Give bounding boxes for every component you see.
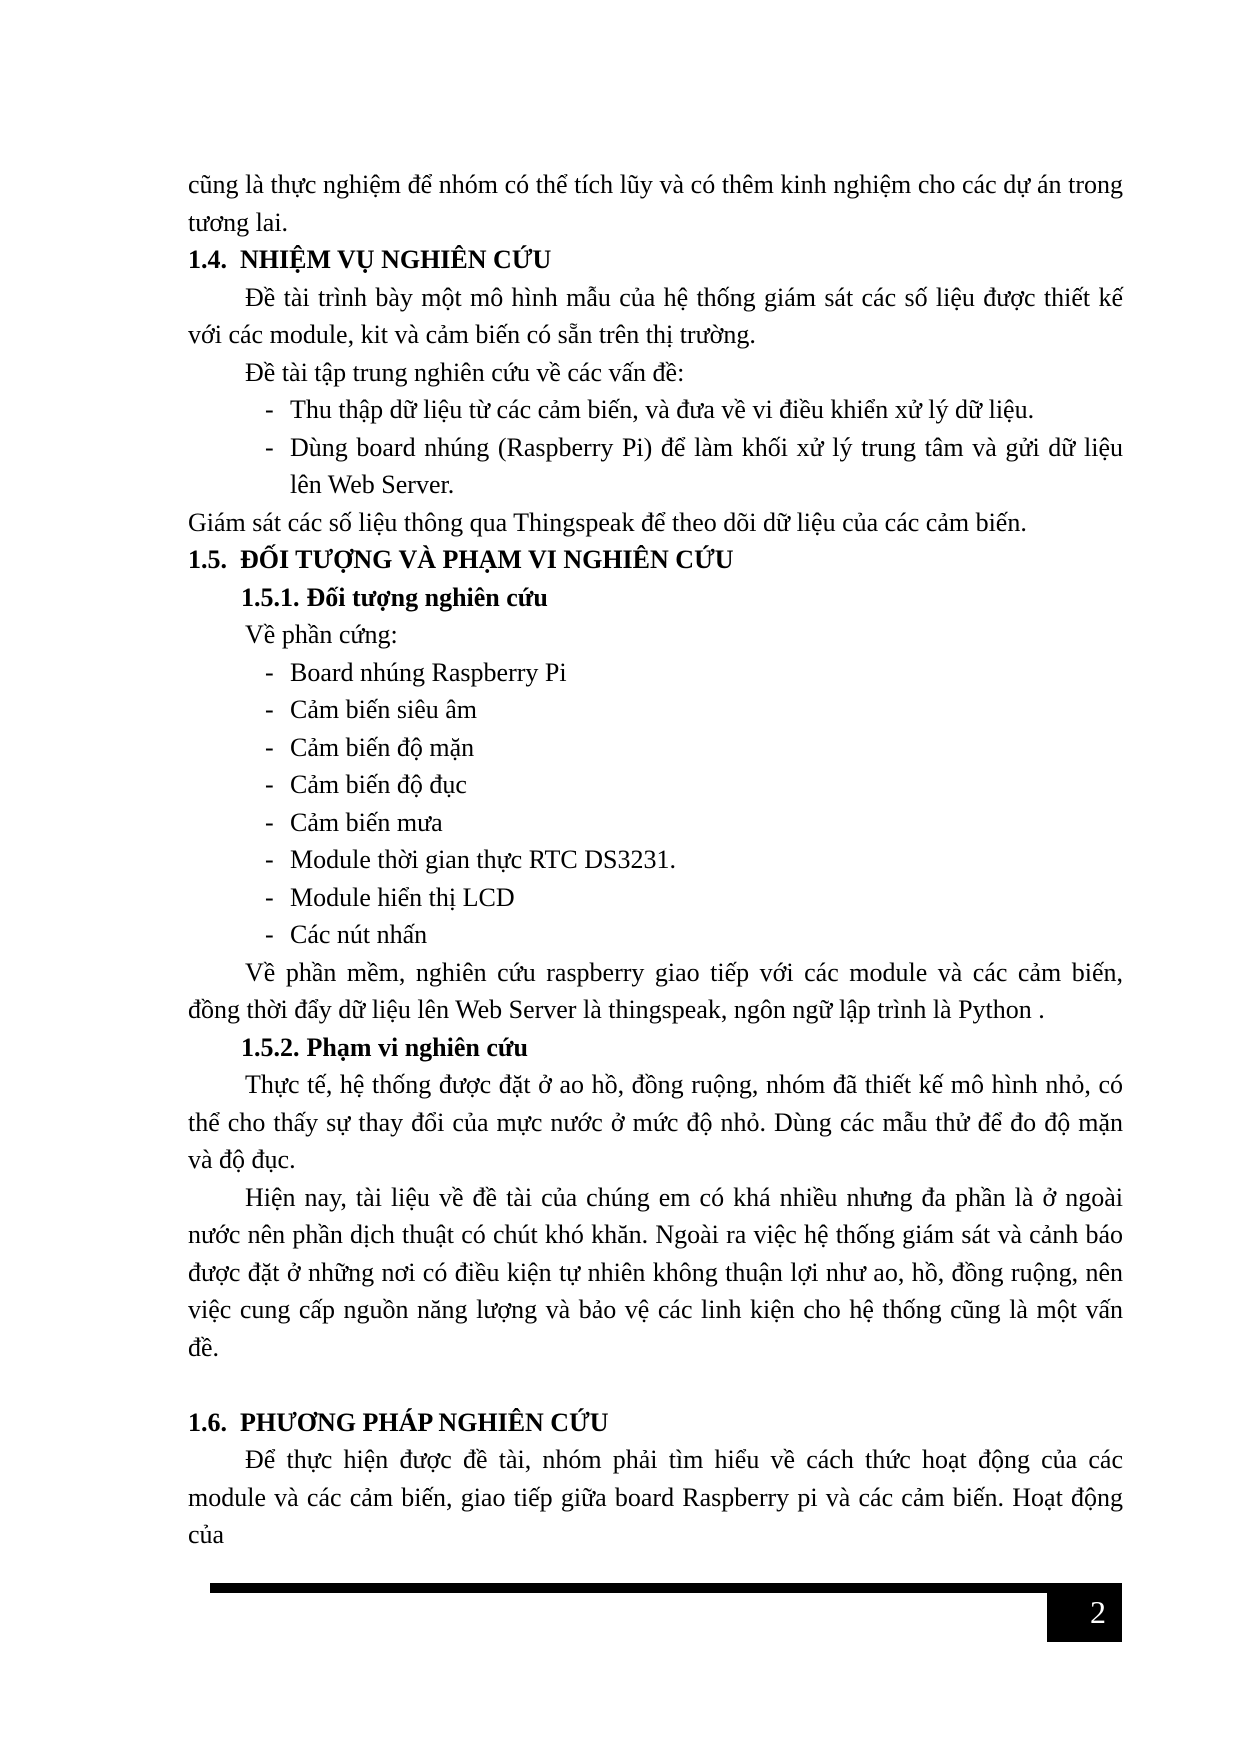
- dash-bullet: -: [265, 920, 274, 949]
- list-item: [265, 841, 1123, 879]
- heading-1-5-number: 1.5.: [188, 545, 227, 574]
- heading-1-4-number: 1.4.: [188, 245, 227, 274]
- list-item: [265, 766, 1123, 804]
- list-item-text: Board nhúng Raspberry Pi: [290, 657, 567, 687]
- dash-bullet: -: [265, 807, 274, 837]
- heading-1-6-title: PHƯƠNG PHÁP NGHIÊN CỨU: [240, 1407, 609, 1437]
- paragraph-detai-trinhbay: Đề tài trình bày một mô hình mẫu của hệ thống giám sát các số liệu được thiết kế với các module, kit và cảm biến có sẵn trên thị trường.: [188, 282, 1123, 349]
- heading-1-6-number: 1.6.: [188, 1407, 227, 1437]
- list-item-text: Thu thập dữ liệu từ các cảm biến, và đưa về vi điều khiển xử lý dữ liệu.: [290, 395, 1035, 424]
- paragraph-vephanmem: Về phần mềm, nghiên cứu raspberry giao tiếp với các module và các cảm biến, đồng thời đẩy dữ liệu lên Web Server là thingspeak, ngôn ngữ lập trình là Python .: [188, 957, 1123, 1024]
- list-item-text: Module hiển thị LCD: [290, 882, 515, 912]
- dash-bullet: -: [265, 695, 274, 724]
- task-list: [265, 391, 1123, 504]
- dash-bullet: -: [265, 882, 274, 912]
- dash-bullet: -: [265, 657, 274, 687]
- list-item: [265, 654, 1123, 692]
- heading-1-5-2-title: Phạm vi nghiên cứu: [306, 1032, 528, 1062]
- dash-bullet: -: [265, 845, 274, 874]
- heading-1-5-1-number: 1.5.1.: [241, 582, 300, 612]
- paragraph-thucte: Thực tế, hệ thống được đặt ở ao hồ, đồng ruộng, nhóm đã thiết kế mô hình nhỏ, có thể cho thấy sự thay đổi của mực nước ở mức độ nhỏ. Dùng các mẫu thử để đo độ mặn và độ đục.: [188, 1070, 1123, 1174]
- paragraph-vephancung: Về phần cứng:: [245, 620, 398, 649]
- page-number: 2: [1090, 1594, 1106, 1630]
- heading-1-4-title: NHIỆM VỤ NGHIÊN CỨU: [240, 245, 552, 274]
- page-number-badge: [1047, 1583, 1122, 1642]
- list-item-text: Dùng board nhúng (Raspberry Pi) để làm khối xử lý trung tâm và gửi dữ liệu lên Web Server.: [290, 432, 1123, 499]
- list-item-text: Cảm biến mưa: [290, 807, 443, 837]
- hardware-list: [265, 654, 1123, 954]
- list-item: [265, 691, 1123, 729]
- list-item: [265, 916, 1123, 954]
- heading-1-6: [188, 1404, 1123, 1442]
- paragraph-dethuchien: Để thực hiện được đề tài, nhóm phải tìm hiểu về cách thức hoạt động của các module và các cảm biến, giao tiếp giữa board Raspberry pi và các cảm biến. Hoạt động của: [188, 1445, 1123, 1549]
- list-item-text: Cảm biến độ mặn: [290, 732, 475, 762]
- dash-bullet: -: [265, 770, 274, 799]
- list-item-text: Cảm biến độ đục: [290, 770, 467, 799]
- heading-1-4: [188, 241, 1123, 279]
- list-item: [265, 429, 1123, 504]
- heading-1-5-title: ĐỐI TƯỢNG VÀ PHẠM VI NGHIÊN CỨU: [240, 545, 734, 574]
- heading-1-5-1-title: Đối tượng nghiên cứu: [306, 582, 548, 612]
- dash-bullet: -: [265, 732, 274, 762]
- dash-bullet: -: [265, 395, 274, 424]
- list-item: [265, 391, 1123, 429]
- list-item-text: Cảm biến siêu âm: [290, 695, 478, 724]
- list-item: [265, 879, 1123, 917]
- heading-1-5-2: [241, 1029, 1123, 1067]
- paragraph-giamsat: Giám sát các số liệu thông qua Thingspeak để theo dõi dữ liệu của các cảm biến.: [188, 507, 1027, 537]
- heading-1-5-2-number: 1.5.2.: [241, 1032, 300, 1062]
- heading-1-5-1: [241, 579, 1123, 617]
- list-item: [265, 804, 1123, 842]
- footer-rule: [210, 1583, 1047, 1593]
- list-item-text: Module thời gian thực RTC DS3231.: [290, 845, 676, 874]
- paragraph-hiennay: Hiện nay, tài liệu về đề tài của chúng em có khá nhiều nhưng đa phần là ở ngoài nước nên phần dịch thuật có chút khó khăn. Ngoài ra việc hệ thống giám sát và cảnh báo được đặt ở những nơi có điều kiện tự nhiên không thuận lợi như ao, hồ, đồng ruộng, nên việc cung cấp nguồn năng lượng và bảo vệ các linh kiện cho hệ thống cũng là một vấn đề.: [188, 1182, 1123, 1362]
- list-item: [265, 729, 1123, 767]
- heading-1-5: [188, 541, 1123, 579]
- paragraph-detai-taptrung: Đề tài tập trung nghiên cứu về các vấn đề:: [245, 357, 685, 387]
- paragraph-intro: cũng là thực nghiệm để nhóm có thể tích lũy và có thêm kinh nghiệm cho các dự án trong tương lai.: [188, 170, 1123, 237]
- dash-bullet: -: [265, 432, 274, 462]
- list-item-text: Các nút nhấn: [290, 920, 428, 949]
- page-body: [188, 166, 1123, 1554]
